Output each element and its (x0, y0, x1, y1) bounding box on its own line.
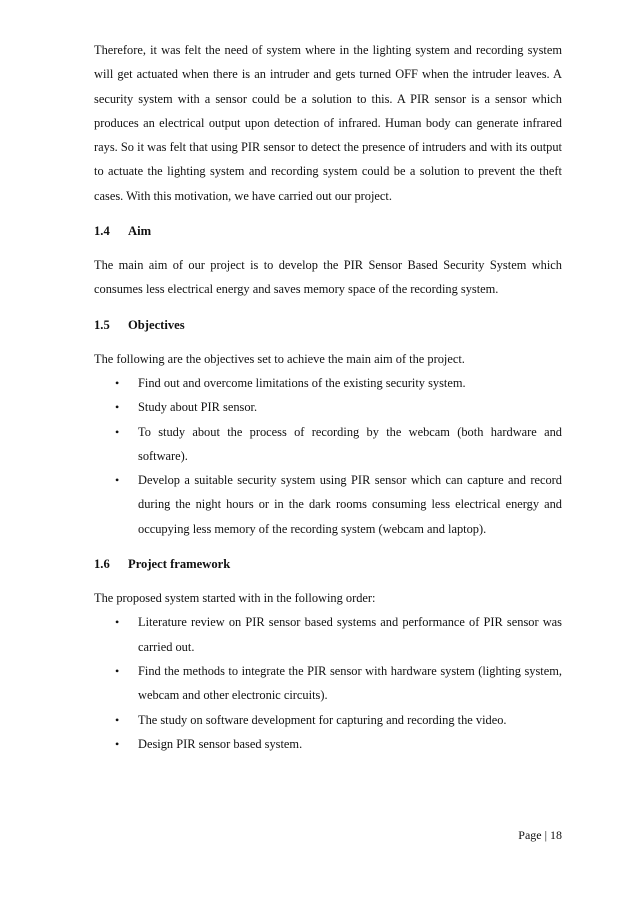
list-item-text: Literature review on PIR sensor based systems and performance of PIR sensor was carried out. (138, 615, 562, 654)
bullet-icon: • (115, 663, 120, 678)
list-item (94, 659, 562, 708)
list-item-text: Find out and overcome limitations of the existing security system. (138, 375, 466, 390)
bullet-icon: • (115, 615, 120, 630)
bullet-icon: • (115, 473, 120, 488)
page-number-footer: Page | 18 (518, 828, 562, 842)
list-item (94, 420, 562, 469)
bullet-icon: • (115, 424, 120, 439)
intro-paragraph: Therefore, it was felt the need of system where in the lighting system and recording system will get actuated when there is an intruder and gets turned OFF when the intruder leaves. A security system with a sensor could be a solution to this. A PIR sensor is a sensor which produces an electrical output upon detection of infrared. Human body can generate infrared rays. So it was felt that using PIR sensor to detect the presence of intruders and with its output to actuate the lighting system and recording system could be a solution to prevent the theft cases. With this motivation, we have carried out our project. (94, 43, 562, 203)
bullet-icon: • (115, 375, 120, 390)
list-item-text: Study about PIR sensor. (138, 400, 258, 415)
framework-list (94, 610, 562, 756)
list-item-text: To study about the process of recording by the webcam (both hardware and software). (138, 424, 562, 463)
section-heading-objectives (94, 313, 562, 337)
list-item-text: Design PIR sensor based system. (138, 736, 303, 751)
list-item (94, 732, 562, 756)
list-item (94, 708, 562, 732)
section-heading-framework (94, 552, 562, 576)
list-item-text: Find the methods to integrate the PIR sensor with hardware system (lighting system, webcam and other electronic circuits). (138, 663, 562, 703)
aim-paragraph: The main aim of our project is to develop the PIR Sensor Based Security System which consumes less electrical energy and saves memory space of the recording system. (94, 258, 562, 297)
list-item-text: The study on software development for capturing and recording the video. (138, 712, 507, 727)
objectives-lead: The following are the objectives set to achieve the main aim of the project. (94, 351, 465, 366)
section-title: Objectives (128, 317, 185, 332)
section-title: Project framework (128, 557, 231, 572)
objectives-list (94, 371, 562, 541)
list-item (94, 371, 562, 395)
bullet-icon: • (115, 400, 120, 415)
framework-lead: The proposed system started with in the following order: (94, 591, 376, 606)
bullet-icon: • (115, 736, 120, 751)
section-heading-aim (94, 219, 562, 243)
list-item-text: Develop a suitable security system using PIR sensor which can capture and record during the night hours or in the dark rooms consuming less electrical energy and occupying less memory of the recording system (webcam and laptop). (138, 473, 562, 536)
section-title: Aim (128, 224, 152, 239)
list-item (94, 610, 562, 659)
section-number: 1.4 (94, 224, 110, 239)
section-number: 1.6 (94, 557, 110, 572)
list-item (94, 395, 562, 419)
bullet-icon: • (115, 712, 120, 727)
list-item (94, 468, 562, 541)
section-number: 1.5 (94, 317, 110, 332)
document-page (94, 38, 562, 756)
